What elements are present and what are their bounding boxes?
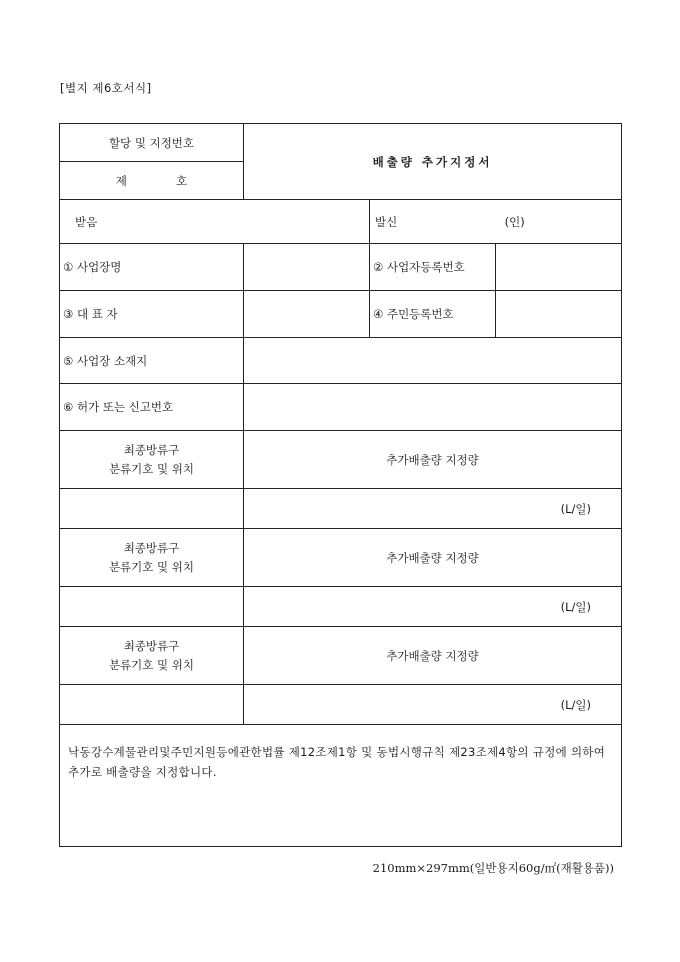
permit-no-input[interactable] xyxy=(244,384,622,431)
number-suffix: 호 xyxy=(176,173,188,188)
workplace-name-input[interactable] xyxy=(244,244,370,291)
paper-spec: 210mm×297mm(일반용지60g/㎡(재활용품)) xyxy=(372,861,614,875)
outlet-label xyxy=(60,529,244,587)
outlet-label-line1: 최종방류구 xyxy=(123,638,180,653)
receiver-cell[interactable] xyxy=(60,200,370,244)
workplace-name-label: ① 사업장명 xyxy=(60,244,244,291)
outlet-label-line1: 최종방류구 xyxy=(123,540,180,555)
unit-label: (L/일) xyxy=(560,599,592,614)
outlet-label-line2: 분류기호 및 위치 xyxy=(108,657,195,672)
outlet-label-line2: 분류기호 및 위치 xyxy=(108,461,195,476)
number-cell[interactable] xyxy=(60,162,244,200)
representative-input[interactable] xyxy=(244,291,370,338)
sender-label: 발신 xyxy=(375,214,398,229)
resident-reg-no-label: ④ 주민등록번호 xyxy=(370,291,496,338)
additional-amount-label: 추가배출량 지정량 xyxy=(244,431,622,489)
workplace-address-label: ⑤ 사업장 소재지 xyxy=(60,338,244,384)
additional-amount-label: 추가배출량 지정량 xyxy=(244,529,622,587)
unit-label: (L/일) xyxy=(560,697,592,712)
amount-input[interactable] xyxy=(244,489,622,529)
workplace-address-input[interactable] xyxy=(244,338,622,384)
designation-form xyxy=(59,123,622,847)
resident-reg-no-input[interactable] xyxy=(496,291,622,338)
outlet-label xyxy=(60,431,244,489)
business-reg-no-label: ② 사업자등록번호 xyxy=(370,244,496,291)
additional-amount-label: 추가배출량 지정량 xyxy=(244,627,622,685)
form-number-label: [별지 제6호서식] xyxy=(60,81,152,95)
permit-no-label: ⑥ 허가 또는 신고번호 xyxy=(60,384,244,431)
outlet-label-line1: 최종방류구 xyxy=(123,442,180,457)
outlet-label-line2: 분류기호 및 위치 xyxy=(108,559,195,574)
alloc-no-label: 할당 및 지정번호 xyxy=(60,124,244,162)
outlet-label xyxy=(60,627,244,685)
seal-label: (인) xyxy=(504,214,525,229)
amount-input[interactable] xyxy=(244,587,622,627)
receiver-label: 받음 xyxy=(75,214,98,229)
outlet-location-input[interactable] xyxy=(60,489,244,529)
unit-label: (L/일) xyxy=(560,501,592,516)
business-reg-no-input[interactable] xyxy=(496,244,622,291)
amount-input[interactable] xyxy=(244,685,622,725)
sender-cell[interactable] xyxy=(370,200,622,244)
number-prefix: 제 xyxy=(115,173,127,188)
representative-label: ③ 대 표 자 xyxy=(60,291,244,338)
legal-statement: 낙동강수계물관리및주민지원등에관한법률 제12조제1항 및 동법시행규칙 제23조제4항의 규정에 의하여 추가로 배출량을 지정합니다. xyxy=(60,725,622,847)
outlet-location-input[interactable] xyxy=(60,685,244,725)
document-title: 배출량 추가지정서 xyxy=(244,124,622,200)
outlet-location-input[interactable] xyxy=(60,587,244,627)
